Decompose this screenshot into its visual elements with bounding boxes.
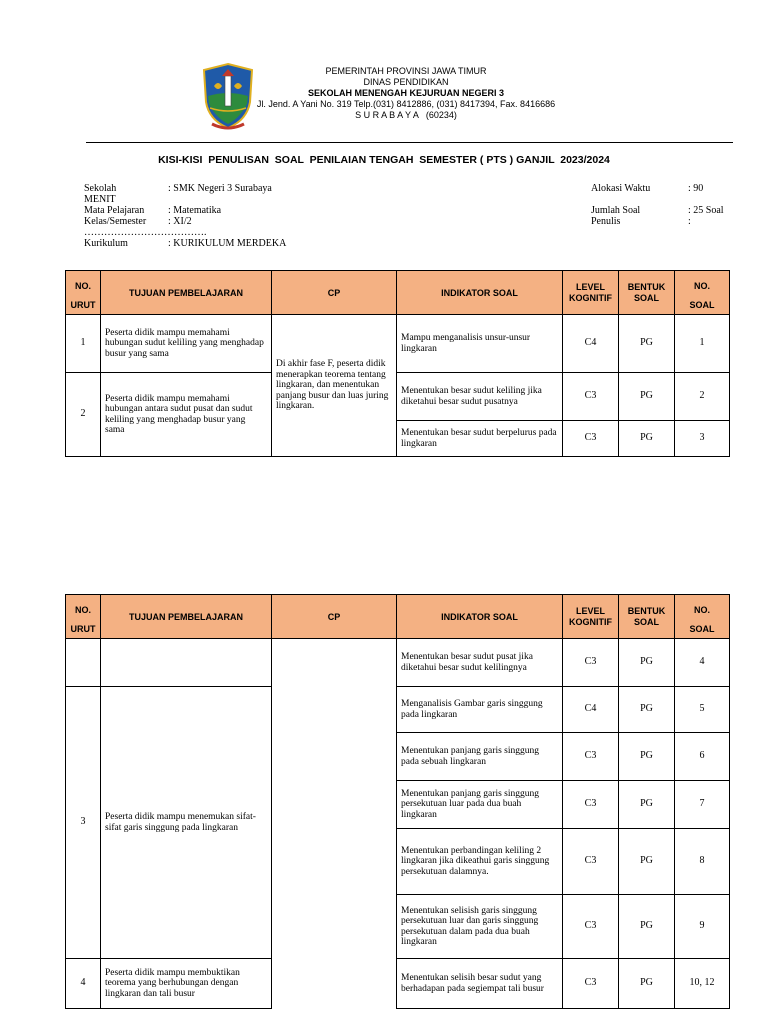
header-indikator: INDIKATOR SOAL xyxy=(397,271,563,315)
address-line: Jl. Jend. A Yani No. 319 Telp.(031) 8412886, (031) 8417394, Fax. 8416686 xyxy=(256,99,556,109)
kisi-table-2 xyxy=(65,594,730,1009)
school-name: SEKOLAH MENENGAH KEJURUAN NEGERI 3 xyxy=(307,88,505,98)
header-no-soal: NO. SOAL xyxy=(675,271,730,315)
header-level: LEVEL KOGNITIF xyxy=(563,595,619,639)
meta-left xyxy=(84,183,414,249)
dept-line: DINAS PENDIDIKAN xyxy=(363,77,449,87)
table-header xyxy=(66,595,730,639)
header-level: LEVEL KOGNITIF xyxy=(563,271,619,315)
letterhead-text xyxy=(244,66,568,121)
letterhead xyxy=(200,62,568,132)
table-row: Menentukan perbandingan keliling 2 lingkaran jika dikeathui garis singgung persekutuan dalamnya. C3 PG 8 xyxy=(66,829,730,895)
table-row: Menentukan selisish garis singgung persekutuan luar dan garis singgung persekutuan dalam pada dua buah lingkaran C3 PG 9 xyxy=(66,895,730,959)
meta-row-mapel: Mata Pelajaran : Matematika xyxy=(84,205,222,216)
table-row: Menentukan besar sudut berpelurus pada lingkaran C3 PG 3 xyxy=(66,421,730,457)
meta-row-kelas: Kelas/Semester : XI/2 xyxy=(84,216,192,227)
header-no-urut: NO. URUT xyxy=(66,271,101,315)
header-cp: CP xyxy=(272,271,397,315)
table-row: 4 Peserta didik mampu membuktikan teorema yang berhubungan dengan lingkaran dan tali busur Menentukan selisih besar sudut yang berhadapan pada segiempat tali busur C3 PG 10, 12 xyxy=(66,959,730,1009)
header-bentuk: BENTUK SOAL xyxy=(619,595,675,639)
header-no-urut: NO. URUT xyxy=(66,595,101,639)
header-tujuan: TUJUAN PEMBELAJARAN xyxy=(101,271,272,315)
city-line: S U R A B A Y A (60234) xyxy=(355,110,457,120)
meta-row-penulis: Penulis : xyxy=(591,216,691,227)
cp-cell: Di akhir fase F, peserta didik menerapkan teorema tentang lingkaran, dan menentukan panjang busur dan luas juring lingkaran. xyxy=(272,315,397,457)
header-bentuk: BENTUK SOAL xyxy=(619,271,675,315)
cp-cell xyxy=(272,639,397,1009)
meta-row-menit: MENIT xyxy=(84,194,116,205)
table-row: Menentukan panjang garis singgung persekutuan luar pada dua buah lingkaran C3 PG 7 xyxy=(66,781,730,829)
meta-row-jumlah: Jumlah Soal : 25 Soal xyxy=(591,205,724,216)
table-row: Menentukan panjang garis singgung pada sebuah lingkaran C3 PG 6 xyxy=(66,733,730,781)
gov-line: PEMERINTAH PROVINSI JAWA TIMUR xyxy=(325,66,487,76)
kisi-table-1 xyxy=(65,270,730,457)
header-indikator: INDIKATOR SOAL xyxy=(397,595,563,639)
meta-row-alokasi: Alokasi Waktu : 90 xyxy=(591,183,704,194)
table-row: 2 Peserta didik mampu memahami hubungan antara sudut pusat dan sudut keliling yang menghadap busur yang sama Menentukan besar sudut keliling jika diketahui besar sudut pusatnya C3 PG 2 xyxy=(66,373,730,421)
document-title: KISI-KISI PENULISAN SOAL PENILAIAN TENGAH SEMESTER ( PTS ) GANJIL 2023/2024 xyxy=(158,154,610,166)
table-header xyxy=(66,271,730,315)
header-cp: CP xyxy=(272,595,397,639)
table-row: 1 Peserta didik mampu memahami hubungan sudut keliling yang menghadap busur yang sama Di akhir fase F, peserta didik menerapkan teorema tentang lingkaran, dan menentukan panjang busur dan luas juring lingkaran. Mampu menganalisis unsur-unsur lingkaran C4 PG 1 xyxy=(66,315,730,373)
table-row: Menentukan besar sudut pusat jika diketahui besar sudut kelilingnya C3 PG 4 xyxy=(66,639,730,687)
meta-row-dots: ………………………………. xyxy=(84,227,207,238)
meta-row-sekolah: Sekolah : SMK Negeri 3 Surabaya xyxy=(84,183,272,194)
table-row: 3 Peserta didik mampu menemukan sifat-sifat garis singgung pada lingkaran Menganalisis Gambar garis singgung pada lingkaran C4 PG 5 xyxy=(66,687,730,733)
header-no-soal: NO. SOAL xyxy=(675,595,730,639)
meta-right xyxy=(591,183,761,227)
letterhead-divider xyxy=(86,142,733,143)
meta-row-kurikulum: Kurikulum : KURIKULUM MERDEKA xyxy=(84,238,287,249)
header-tujuan: TUJUAN PEMBELAJARAN xyxy=(101,595,272,639)
